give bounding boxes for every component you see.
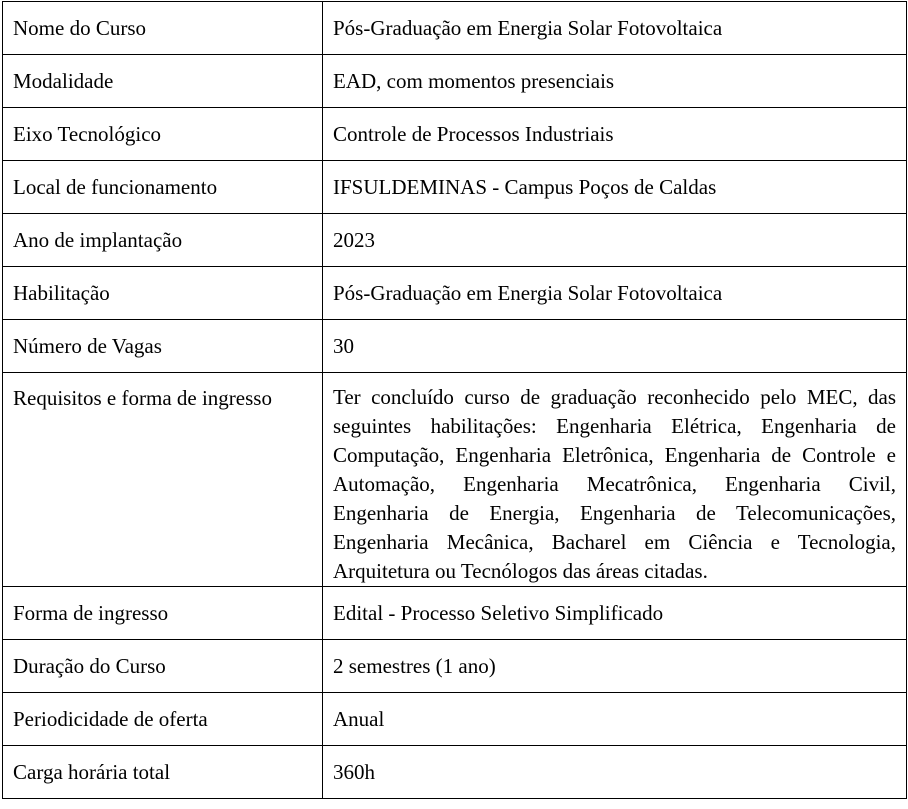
table-row xyxy=(3,267,907,320)
row-label-qualification: Habilitação xyxy=(3,267,323,320)
table-row xyxy=(3,746,907,799)
row-label-year: Ano de implantação xyxy=(3,214,323,267)
row-value-duration: 2 semestres (1 ano) xyxy=(323,640,907,693)
row-value-admission: Edital - Processo Seletivo Simplificado xyxy=(323,587,907,640)
row-value-modality: EAD, com momentos presenciais xyxy=(323,55,907,108)
row-label-vacancies: Número de Vagas xyxy=(3,320,323,373)
row-label-duration: Duração do Curso xyxy=(3,640,323,693)
table-row xyxy=(3,214,907,267)
table-row xyxy=(3,2,907,55)
row-label-tech-axis: Eixo Tecnológico xyxy=(3,108,323,161)
row-label-course-name: Nome do Curso xyxy=(3,2,323,55)
row-label-modality: Modalidade xyxy=(3,55,323,108)
row-value-course-name: Pós-Graduação em Energia Solar Fotovoltaica xyxy=(323,2,907,55)
row-value-requirements: Ter concluído curso de graduação reconhecido pelo MEC, das seguintes habilitações: Engenharia Elétrica, Engenharia de Computação, Engenharia Eletrônica, Engenharia de Controle e Automação, Engenharia Mecatrônica, Engenharia Civil, Engenharia de Energia, Engenharia de Telecomunicações, Engenharia Mecânica, Bacharel em Ciência e Tecnologia, Arquitetura ou Tecnólogos das áreas citadas. xyxy=(323,373,907,587)
row-value-periodicity: Anual xyxy=(323,693,907,746)
row-value-workload: 360h xyxy=(323,746,907,799)
row-label-workload: Carga horária total xyxy=(3,746,323,799)
row-value-qualification: Pós-Graduação em Energia Solar Fotovoltaica xyxy=(323,267,907,320)
row-value-year: 2023 xyxy=(323,214,907,267)
table-row xyxy=(3,587,907,640)
table-row xyxy=(3,320,907,373)
row-label-periodicity: Periodicidade de oferta xyxy=(3,693,323,746)
row-label-location: Local de funcionamento xyxy=(3,161,323,214)
course-info-table xyxy=(2,1,907,799)
row-label-requirements: Requisitos e forma de ingresso xyxy=(3,373,323,587)
table-row xyxy=(3,108,907,161)
row-value-location: IFSULDEMINAS - Campus Poços de Caldas xyxy=(323,161,907,214)
table-row xyxy=(3,161,907,214)
table-row xyxy=(3,373,907,587)
row-label-admission: Forma de ingresso xyxy=(3,587,323,640)
table-row xyxy=(3,55,907,108)
row-value-tech-axis: Controle de Processos Industriais xyxy=(323,108,907,161)
row-value-vacancies: 30 xyxy=(323,320,907,373)
table-row xyxy=(3,640,907,693)
table-row xyxy=(3,693,907,746)
